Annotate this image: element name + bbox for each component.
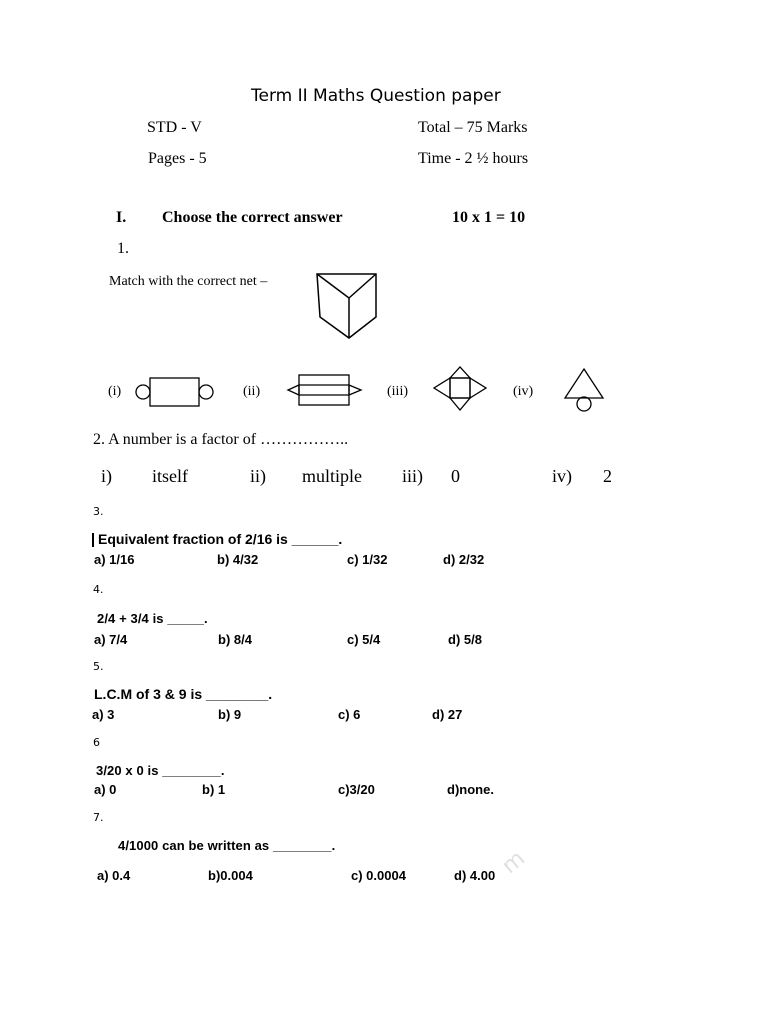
q2-option-label-i: i) <box>101 466 112 486</box>
q6-option-b: b) 1 <box>202 782 226 797</box>
q6-option-c: c)3/20 <box>338 782 375 797</box>
std-label: STD - V <box>147 119 202 136</box>
q2-option-value-i: itself <box>152 466 188 486</box>
q7-option-b: b)0.004 <box>208 868 253 883</box>
page-title: Term II Maths Question paper <box>251 86 501 106</box>
q3-option-c: c) 1/32 <box>347 552 388 567</box>
q2-option-label-iv: iv) <box>552 466 572 486</box>
q5-option-b: b) 9 <box>218 707 242 722</box>
q6-option-d: d)none. <box>447 782 494 797</box>
q5-option-c: c) 6 <box>338 707 361 722</box>
q3-option-b: b) 4/32 <box>217 552 259 567</box>
net-ii-figure <box>287 374 363 406</box>
q5-number: 5. <box>93 660 104 673</box>
time-label: Time - 2 ½ hours <box>418 150 529 167</box>
q3-option-a: a) 1/16 <box>94 552 135 567</box>
q1-option-ii: (ii) <box>243 384 261 399</box>
q5-option-d: d) 27 <box>432 707 463 722</box>
q3-option-d: d) 2/32 <box>443 552 485 567</box>
q6-option-a: a) 0 <box>94 782 117 797</box>
q1-text: Match with the correct net – <box>109 274 268 289</box>
q1-number: 1. <box>117 240 129 257</box>
net-iv-figure <box>563 367 607 413</box>
section-title: Choose the correct answer <box>162 209 343 226</box>
pages-label: Pages - 5 <box>148 150 207 167</box>
q2-option-value-iii: 0 <box>451 466 460 486</box>
q7-option-c: c) 0.0004 <box>351 868 406 883</box>
q4-option-a: a) 7/4 <box>94 632 128 647</box>
q4-text: 2/4 + 3/4 is _____. <box>97 611 208 626</box>
total-marks: Total – 75 Marks <box>418 119 528 136</box>
q7-number: 7. <box>93 811 104 824</box>
q4-option-b: b) 8/4 <box>218 632 252 647</box>
q2-option-label-iii: iii) <box>402 466 423 486</box>
q6-text: 3/20 x 0 is ________. <box>96 763 225 778</box>
section-marks: 10 x 1 = 10 <box>452 209 526 226</box>
q4-option-c: c) 5/4 <box>347 632 381 647</box>
q2-option-value-ii: multiple <box>302 466 362 486</box>
q4-number: 4. <box>93 583 104 596</box>
net-i-figure <box>133 377 217 407</box>
q3-crop-mark <box>92 533 94 547</box>
q3-text: Equivalent fraction of 2/16 is ______. <box>98 531 343 547</box>
q1-option-i: (i) <box>108 384 122 399</box>
q4-option-d: d) 5/8 <box>448 632 482 647</box>
q2-option-label-ii: ii) <box>250 466 266 486</box>
q5-text: L.C.M of 3 & 9 is ________. <box>94 686 273 702</box>
prism-figure <box>315 272 379 340</box>
q2-option-value-iv: 2 <box>603 466 612 486</box>
q2-text: 2. A number is a factor of …………….. <box>93 431 349 448</box>
section-numeral: I. <box>116 209 127 226</box>
q5-option-a: a) 3 <box>92 707 115 722</box>
q3-number: 3. <box>93 505 104 518</box>
watermark: m <box>497 846 530 879</box>
q7-option-d: d) 4.00 <box>454 868 496 883</box>
q1-option-iii: (iii) <box>387 384 408 399</box>
net-iii-figure <box>432 366 488 412</box>
q6-number: 6 <box>93 736 100 749</box>
q1-option-iv: (iv) <box>513 384 534 399</box>
q7-option-a: a) 0.4 <box>97 868 131 883</box>
q7-text: 4/1000 can be written as ________. <box>118 838 336 853</box>
